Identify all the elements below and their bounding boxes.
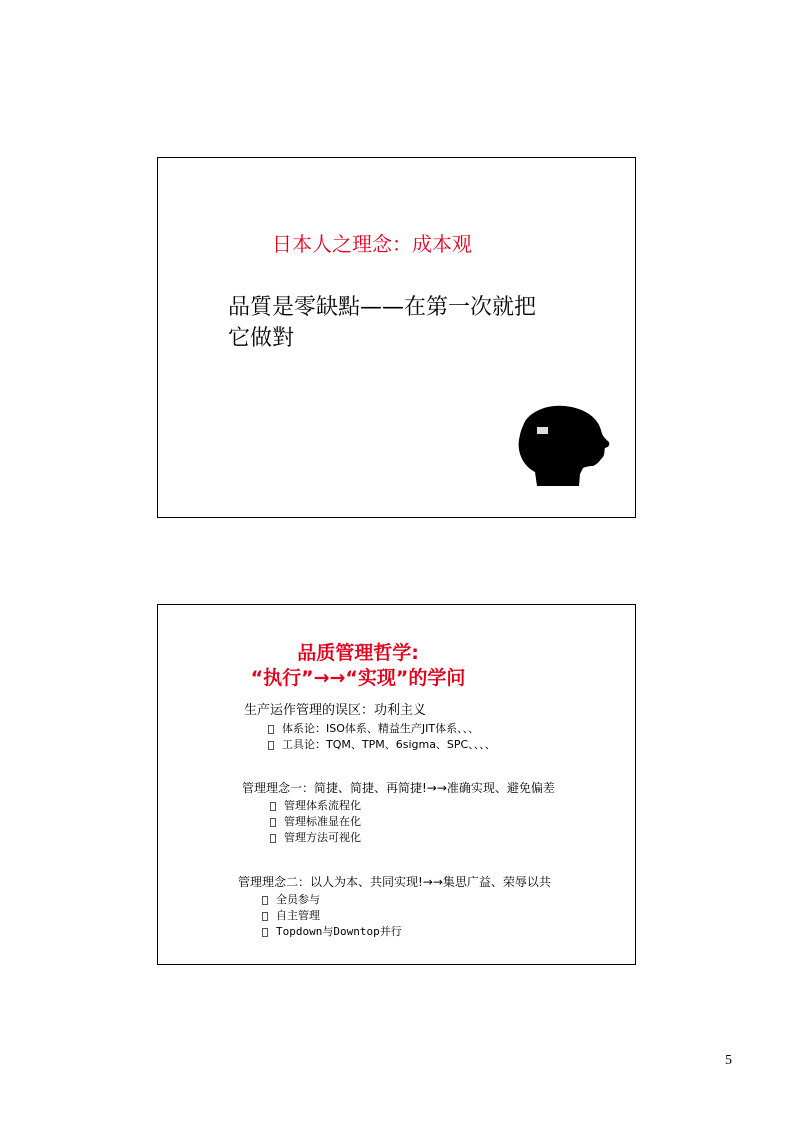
slide2-title — [158, 641, 558, 691]
bullet-box-icon — [270, 834, 276, 843]
list-item: 全员参与 — [262, 892, 551, 908]
section-heading: 管理理念一：简捷、简捷、再简捷!→→准确实现、避免偏差 — [242, 781, 555, 795]
list-item: 管理方法可视化 — [270, 830, 555, 846]
slide1-body-line2: 它做對 — [228, 326, 295, 351]
section-misconception — [244, 699, 496, 753]
list-item: 自主管理 — [262, 908, 551, 924]
section-concept-two — [238, 873, 551, 940]
bullet-box-icon — [262, 928, 268, 937]
slide2-title-line1: 品质管理哲学: — [297, 642, 419, 664]
bullet-box-icon — [268, 741, 274, 750]
list-item: 体系论：ISO体系、精益生产JIT体系、、、 — [268, 721, 496, 737]
slide1-title: 日本人之理念：成本观 — [272, 232, 472, 256]
list-item: Topdown与Downtop并行 — [262, 924, 551, 940]
slide2-title-line2: “执行”→→“实现”的学问 — [250, 667, 466, 689]
page-number: 5 — [725, 1053, 732, 1068]
slide1-body-line1: 品質是零缺點——在第一次就把 — [228, 295, 537, 320]
section-heading: 管理理念二：以人为本、共同实现!→→集思广益、荣辱以共 — [238, 875, 551, 889]
slide1-body — [228, 292, 598, 354]
head-highlight — [537, 427, 548, 434]
slide-2 — [157, 604, 636, 965]
bullet-box-icon — [268, 725, 274, 734]
section-concept-one — [242, 779, 555, 846]
bullet-box-icon — [270, 802, 276, 811]
bullet-box-icon — [262, 896, 268, 905]
list-item: 管理标准显在化 — [270, 814, 555, 830]
section-heading: 生产运作管理的误区：功利主义 — [244, 703, 427, 718]
slide-1 — [157, 157, 636, 518]
bullet-box-icon — [262, 912, 268, 921]
head-silhouette-icon — [513, 404, 613, 486]
list-item: 工具论：TQM、TPM、6sigma、SPC、、、、 — [268, 737, 496, 753]
bullet-box-icon — [270, 818, 276, 827]
list-item: 管理体系流程化 — [270, 798, 555, 814]
